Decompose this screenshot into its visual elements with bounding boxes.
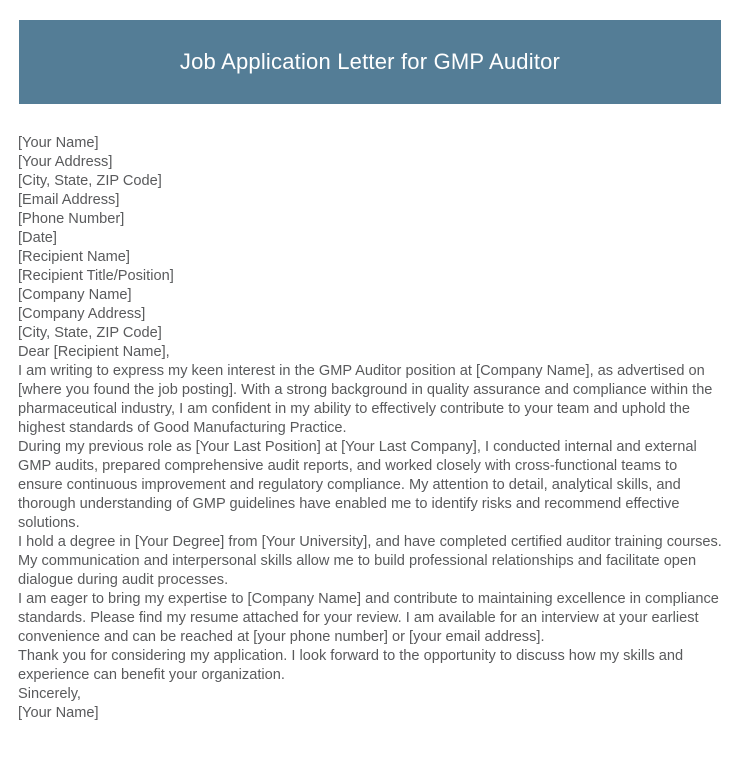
letter-line-date: [Date] bbox=[18, 230, 57, 246]
letter-body bbox=[18, 134, 724, 723]
letter-paragraph-1: I am writing to express my keen interest in the GMP Auditor position at [Company Name], as advertised on [where you found the job posting]. With a strong background in quality assurance and compliance within the pharmaceutical industry, I am confident in my ability to effectively contribute to your team and uphold the highest standards of Good Manufacturing Practice. bbox=[18, 363, 713, 436]
letter-paragraph-4: I am eager to bring my expertise to [Company Name] and contribute to maintaining excellence in compliance standards. Please find my resume attached for your review. I am available for an interview at your earliest convenience and can be reached at [your phone number] or [your email address]. bbox=[18, 591, 719, 645]
document-header-banner bbox=[19, 20, 721, 104]
letter-line-company-address: [Company Address] bbox=[18, 306, 146, 322]
letter-paragraph-3: I hold a degree in [Your Degree] from [Your University], and have completed certified auditor training courses. My communication and interpersonal skills allow me to build professional relationships and facilitate open dialogue during audit processes. bbox=[18, 534, 722, 588]
letter-paragraph-5: Thank you for considering my application. I look forward to the opportunity to discuss how my skills and experience can benefit your organization. bbox=[18, 648, 684, 683]
page-title: Job Application Letter for GMP Auditor bbox=[179, 48, 561, 74]
letter-line-company-name: [Company Name] bbox=[18, 287, 132, 303]
letter-salutation: Dear [Recipient Name], bbox=[18, 344, 170, 360]
letter-paragraph-2: During my previous role as [Your Last Position] at [Your Last Company], I conducted internal and external GMP audits, prepared comprehensive audit reports, and worked closely with cross-functional teams to ensure continuous improvement and regulatory compliance. My attention to detail, analytical skills, and thorough understanding of GMP guidelines have enabled me to identify risks and recommend effective solutions. bbox=[18, 439, 697, 531]
letter-line-your-address: [Your Address] bbox=[18, 154, 113, 170]
letter-line-recipient-name: [Recipient Name] bbox=[18, 249, 130, 265]
letter-signature-name: [Your Name] bbox=[18, 705, 99, 721]
letter-line-recipient-title: [Recipient Title/Position] bbox=[18, 268, 174, 284]
letter-line-city-state-zip: [City, State, ZIP Code] bbox=[18, 173, 162, 189]
letter-line-email-address: [Email Address] bbox=[18, 192, 120, 208]
letter-line-company-city-state-zip: [City, State, ZIP Code] bbox=[18, 325, 162, 341]
letter-line-your-name: [Your Name] bbox=[18, 135, 99, 151]
letter-line-phone-number: [Phone Number] bbox=[18, 211, 125, 227]
letter-closing: Sincerely, bbox=[18, 686, 81, 702]
